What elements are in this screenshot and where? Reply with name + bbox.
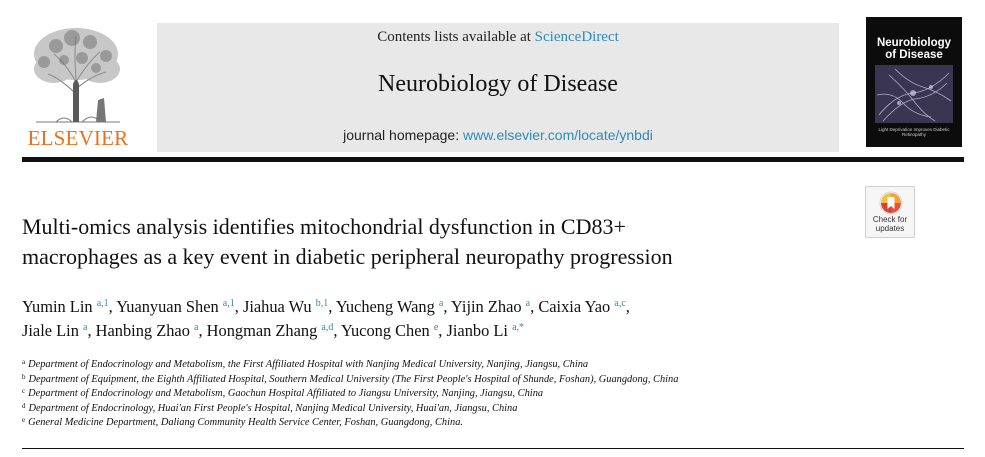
bookmark-badge-icon	[879, 191, 903, 215]
author[interactable]: Yijin Zhao $^a$	[450, 297, 531, 316]
author[interactable]: Jiahua Wu $^{b,1}$	[242, 297, 329, 316]
sciencedirect-link[interactable]: ScienceDirect	[534, 29, 619, 45]
contents-prefix: Contents lists available at	[377, 29, 535, 45]
contents-line	[157, 29, 839, 46]
author[interactable]: Yucong Chen $^e$	[340, 321, 439, 340]
affiliation-item: $^e$ General Medicine Department, Daliang Community Health Service Center, Foshan, Guangdong, China.	[22, 416, 464, 429]
affiliation-mark[interactable]: a	[83, 322, 88, 333]
footer-rule	[22, 448, 964, 449]
check-for-updates-line2: updates	[875, 223, 905, 233]
cover-title-line1: Neurobiology	[876, 37, 952, 49]
elsevier-logo[interactable]	[22, 24, 134, 150]
affiliation-item: $^b$ Department of Equipment, the Eighth Affiliated Hospital, Southern Medical University (The First People's Hospital of Shunde, Foshan), Guangdong, China	[22, 372, 679, 385]
cover-artwork-icon	[875, 65, 953, 123]
affiliation-list	[22, 358, 922, 431]
author[interactable]: Caixia Yao $^{a,c}$	[538, 297, 626, 316]
affiliation-mark[interactable]: a,d	[321, 322, 334, 333]
author-list: Yumin Lin $^{a,1}$, Yuanyuan Shen $^{a,1}$, Jiahua Wu $^{b,1}$, Yucheng Wang $^a$, Yijin Zhao $^a$, Caixia Yao $^{a,c}$, Jiale Lin $^a$, Hanbing Zhao $^a$, Hongman Zhang $^{a,d}$, Yucong Chen $^e$, Jianbo Li $^{a,*}$	[22, 297, 630, 340]
author[interactable]: Yucheng Wang $^a$	[335, 297, 444, 316]
header-rule	[22, 157, 964, 162]
affiliation-mark[interactable]: a	[194, 322, 199, 333]
author[interactable]: Jianbo Li $^{a,*}$	[446, 321, 525, 340]
affiliation-mark[interactable]: a,*	[512, 322, 525, 333]
author[interactable]: Hanbing Zhao $^a$	[95, 321, 199, 340]
author[interactable]: Jiale Lin $^a$	[22, 321, 88, 340]
author[interactable]: Yuanyuan Shen $^{a,1}$	[116, 297, 235, 316]
affiliation-mark[interactable]: a	[525, 298, 531, 309]
journal-banner	[157, 23, 839, 152]
journal-title: Neurobiology of Disease	[378, 71, 618, 97]
check-for-updates-button[interactable]	[865, 186, 915, 238]
elsevier-tree-icon	[26, 24, 130, 124]
affiliation-mark[interactable]: a	[438, 298, 444, 309]
author[interactable]: Yumin Lin $^{a,1}$	[22, 297, 109, 316]
check-for-updates-label	[866, 216, 914, 233]
affiliation-item: $^c$ Department of Endocrinology and Metabolism, Gaochun Hospital Affiliated to Jiangsu University, Nanjing, Jiangsu, China	[22, 387, 544, 400]
article-title-line2: macrophages as a key event in diabetic peripheral neuropathy progression	[22, 244, 673, 269]
journal-homepage-link[interactable]: www.elsevier.com/locate/ynbdi	[463, 127, 653, 143]
cover-title-line2: of Disease	[885, 49, 943, 61]
homepage-line	[157, 127, 839, 143]
affiliation-mark[interactable]: a,1	[222, 298, 235, 309]
cover-title	[866, 37, 962, 61]
homepage-prefix: journal homepage:	[343, 127, 463, 143]
cover-subtitle: Light Deprivation Improves Diabetic Retinopathy	[878, 127, 950, 137]
affiliation-mark[interactable]: a,c	[614, 298, 626, 309]
journal-cover[interactable]	[866, 17, 962, 147]
affiliation-mark[interactable]: b,1	[315, 298, 329, 309]
elsevier-wordmark: ELSEVIER	[27, 126, 129, 150]
affiliation-mark[interactable]: a,1	[96, 298, 109, 309]
affiliation-mark[interactable]: e	[433, 322, 439, 333]
check-for-updates-line1: Check for	[872, 215, 908, 224]
affiliation-item: $^d$ Department of Endocrinology, Huai'an First People's Hospital, Nanjing Medical University, Huai'an, Jiangsu, China	[22, 401, 518, 414]
article-title	[22, 212, 842, 272]
article-title-line1: Multi-omics analysis identifies mitochondrial dysfunction in CD83+	[22, 214, 626, 239]
author[interactable]: Hongman Zhang $^{a,d}$	[206, 321, 334, 340]
affiliation-item: $^a$ Department of Endocrinology and Metabolism, the First Affiliated Hospital with Nanjing Medical University, Nanjing, Jiangsu, China	[22, 358, 589, 370]
